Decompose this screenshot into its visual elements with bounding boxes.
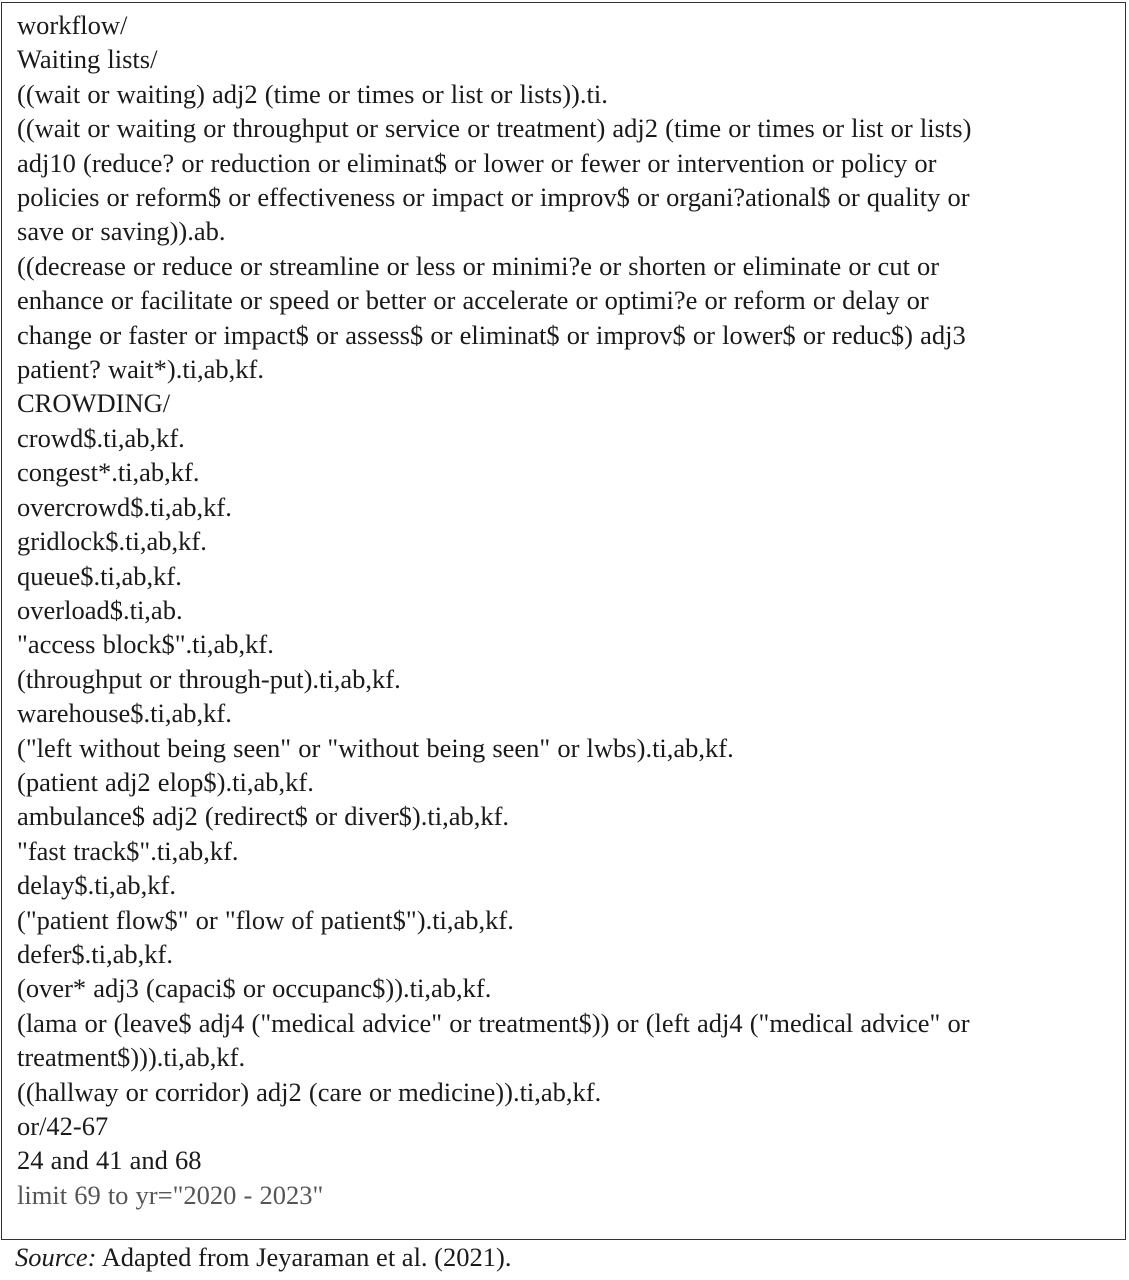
search-line: limit 69 to yr="2020 - 2023" bbox=[17, 1179, 324, 1210]
search-line: (patient adj2 elop$).ti,ab,kf. bbox=[17, 766, 314, 797]
search-line: ((wait or waiting or throughput or service or treatment) adj2 (time or times or list or lists) bbox=[17, 113, 972, 144]
search-line: enhance or facilitate or speed or better or accelerate or optimi?e or reform or delay or bbox=[17, 285, 929, 316]
search-line: (lama or (leave$ adj4 ("medical advice" or treatment$)) or (left adj4 ("medical advice" or bbox=[17, 1007, 970, 1038]
search-line: crowd$.ti,ab,kf. bbox=[17, 422, 185, 453]
source-note bbox=[15, 1240, 511, 1274]
search-line: CROWDING/ bbox=[17, 388, 171, 419]
search-line: treatment$))).ti,ab,kf. bbox=[17, 1042, 246, 1073]
search-line: ((decrease or reduce or streamline or less or minimi?e or shorten or eliminate or cut or bbox=[17, 250, 940, 281]
search-line: policies or reform$ or effectiveness or impact or improv$ or organi?ational$ or quality or bbox=[17, 182, 970, 213]
search-line: ("patient flow$" or "flow of patient$").ti,ab,kf. bbox=[17, 904, 514, 935]
search-strategy-table bbox=[1, 2, 1126, 1240]
search-line: ("left without being seen" or "without being seen" or lwbs).ti,ab,kf. bbox=[17, 732, 734, 763]
search-line: Waiting lists/ bbox=[17, 44, 158, 75]
search-line: save or saving)).ab. bbox=[17, 216, 226, 247]
source-text: Adapted from Jeyaraman et al. (2021). bbox=[96, 1242, 512, 1272]
search-line: adj10 (reduce? or reduction or eliminat$ or lower or fewer or intervention or policy or bbox=[17, 147, 937, 178]
search-line: warehouse$.ti,ab,kf. bbox=[17, 698, 232, 729]
source-label: Source: bbox=[15, 1242, 97, 1272]
search-line: queue$.ti,ab,kf. bbox=[17, 560, 182, 591]
search-line: ((hallway or corridor) adj2 (care or medicine)).ti,ab,kf. bbox=[17, 1076, 602, 1107]
search-line: or/42-67 bbox=[17, 1111, 109, 1141]
search-line: "fast track$".ti,ab,kf. bbox=[17, 835, 239, 866]
search-line: overcrowd$.ti,ab,kf. bbox=[17, 491, 232, 522]
search-line: 24 and 41 and 68 bbox=[17, 1145, 202, 1176]
search-line: workflow/ bbox=[17, 10, 128, 40]
search-line: "access block$".ti,ab,kf. bbox=[17, 629, 274, 660]
search-line: defer$.ti,ab,kf. bbox=[17, 938, 173, 969]
search-line-list bbox=[17, 8, 1117, 1212]
search-line: ambulance$ adj2 (redirect$ or diver$).ti,ab,kf. bbox=[17, 801, 510, 832]
search-line: gridlock$.ti,ab,kf. bbox=[17, 526, 207, 557]
search-line: (over* adj3 (capaci$ or occupanc$)).ti,ab,kf. bbox=[17, 973, 492, 1004]
search-line: overload$.ti,ab. bbox=[17, 594, 183, 625]
search-line: ((wait or waiting) adj2 (time or times or list or lists)).ti. bbox=[17, 78, 608, 109]
search-line: change or faster or impact$ or assess$ or eliminat$ or improv$ or lower$ or reduc$) adj3 bbox=[17, 319, 966, 350]
search-line: delay$.ti,ab,kf. bbox=[17, 870, 176, 901]
search-line: congest*.ti,ab,kf. bbox=[17, 457, 200, 488]
search-line: (throughput or through-put).ti,ab,kf. bbox=[17, 663, 401, 694]
search-line: patient? wait*).ti,ab,kf. bbox=[17, 354, 265, 385]
